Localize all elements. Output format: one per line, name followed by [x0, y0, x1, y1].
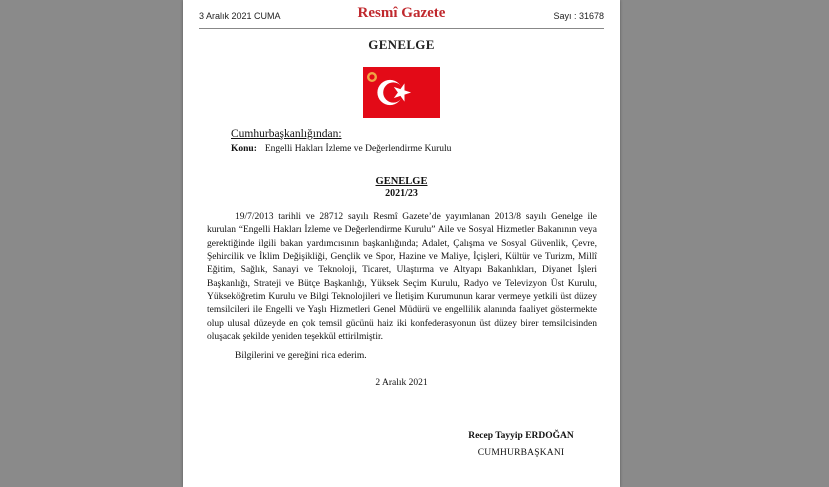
document-page: [183, 0, 620, 487]
signer-title: CUMHURBAŞKANI: [477, 448, 565, 458]
turkish-flag-icon: [363, 67, 440, 118]
section-heading: GENELGE: [368, 37, 435, 52]
subject-text: Engelli Hakları İzleme ve Değerlendirme Kurulu: [264, 144, 452, 154]
issuer-name: Cumhurbaşkanlığından:: [231, 128, 342, 140]
header-divider: [199, 28, 604, 29]
gazette-title: Resmî Gazete: [357, 5, 446, 21]
subject-line: [231, 144, 451, 154]
signer-name: Recep Tayyip ERDOĞAN: [468, 431, 574, 441]
circular-number: 2021/23: [385, 188, 418, 199]
issue-number: Sayı : 31678: [553, 11, 604, 21]
issue-date: 3 Aralık 2021 CUMA: [199, 11, 281, 21]
gazette-header: [199, 0, 604, 30]
signature-date: 2 Aralık 2021: [375, 378, 428, 388]
body-paragraph: 19/7/2013 tarihli ve 28712 sayılı Resmî Gazete’de yayımlanan 2013/8 sayılı Genelge ile kurulan “Engelli Hakları İzleme ve Değerlendirme Kurulu” Aile ve Sosyal Hizmetler Bakanının veya gerektiğinde ilgili bakan yardımcısının başkanlığında; Adalet, Çalışma ve Sosyal Güvenlik, Çevre, Şehircilik ve İklim Değişikliği, Gençlik ve Spor, Hazine ve Maliye, İçişleri, Kültür ve Turizm, Millî Eğitim, Sağlık, Sanayi ve Teknoloji, Ticaret, Ulaştırma ve Altyapı Bakanlıkları, Diyanet İşleri Başkanlığı, Strateji ve Bütçe Başkanlığı, Yüksek Seçim Kurulu, Radyo ve Televizyon Üst Kurulu, Yükseköğretim Kurulu ve Bilgi Teknolojileri ve İletişim Kurumunun karar vermeye yetkili üst düzey temsilcileri ile Engelli ve Yaşlı Hizmetleri Genel Müdürü ve engellilik alanında faaliyet göstermekte olup ulusal düzeyde en çok temsil gücünü haiz iki konfederasyonun üst düzey birer temsilcisinden oluşacak şekilde yeniden teşekkül ettirilmiştir.: [207, 212, 597, 343]
closing-line: Bilgilerini ve gereğini rica ederim.: [235, 351, 367, 361]
circular-title: GENELGE: [375, 176, 428, 187]
subject-label: Konu:: [231, 144, 257, 154]
